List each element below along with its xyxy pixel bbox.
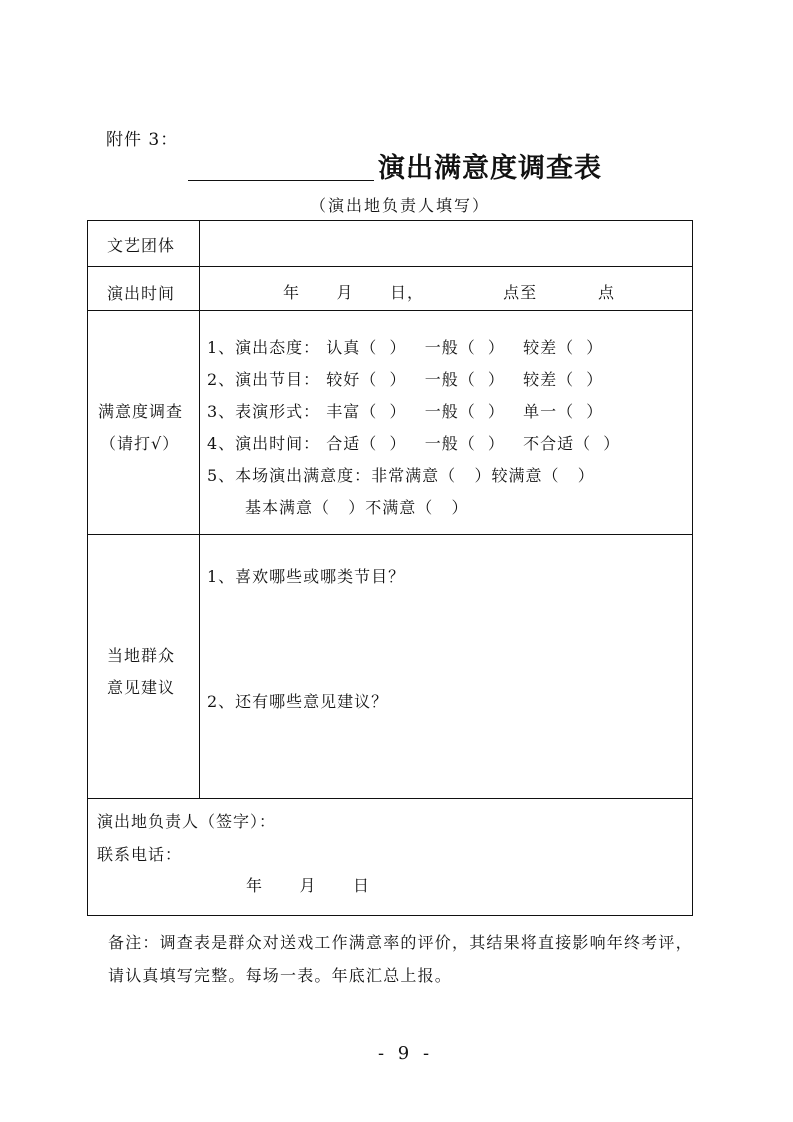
group-input-cell[interactable] [201, 222, 691, 265]
group-label: 文艺团体 [107, 236, 176, 255]
opinion-label-2: 意见建议 [107, 678, 176, 697]
row-divider [88, 266, 692, 267]
date-line: 年 月 日 [246, 876, 371, 895]
time-label: 演出时间 [107, 284, 176, 303]
row-divider [88, 310, 692, 311]
survey-table [87, 220, 693, 916]
opinion-label: 当地群众 [107, 646, 176, 665]
time-value[interactable]: 年 月 日， 点至 点 [283, 283, 616, 302]
satisfaction-instruction: （请打√） [100, 434, 180, 453]
phone-label: 联系电话： [97, 845, 183, 864]
opinion-question-1: 1、喜欢哪些或哪类节目？ [207, 567, 406, 586]
footnote: 备注：调查表是群众对送戏工作满意率的评价，其结果将直接影响年终考评，请认真填写完整。每场一表。年底汇总上报。 [108, 933, 693, 985]
satisfaction-item-4[interactable]: 4、演出时间： 合适（ ） 一般（ ） 不合适（ ） [207, 434, 621, 453]
page-title: 演出满意度调查表 [378, 153, 602, 184]
satisfaction-label: 满意度调查 [98, 402, 184, 421]
satisfaction-item-5-cont[interactable]: 基本满意（ ）不满意（ ） [245, 498, 469, 517]
opinion-question-2: 2、还有哪些意见建议？ [207, 692, 389, 711]
satisfaction-item-5[interactable]: 5、本场演出满意度：非常满意（ ）较满意（ ） [207, 466, 595, 485]
label-column-divider [199, 221, 200, 798]
satisfaction-item-3[interactable]: 3、表演形式： 丰富（ ） 一般（ ） 单一（ ） [207, 402, 604, 421]
row-divider [88, 798, 692, 799]
satisfaction-item-2[interactable]: 2、演出节目： 较好（ ） 一般（ ） 较差（ ） [207, 370, 604, 389]
page-number: - 9 - [378, 1043, 434, 1064]
satisfaction-item-1[interactable]: 1、演出态度： 认真（ ） 一般（ ） 较差（ ） [207, 338, 604, 357]
title-blank-underline [188, 180, 374, 181]
attachment-label: 附件 3： [106, 130, 179, 150]
signer-label: 演出地负责人（签字）： [97, 812, 277, 831]
row-divider [88, 534, 692, 535]
page-subtitle: （演出地负责人填写） [310, 196, 491, 215]
